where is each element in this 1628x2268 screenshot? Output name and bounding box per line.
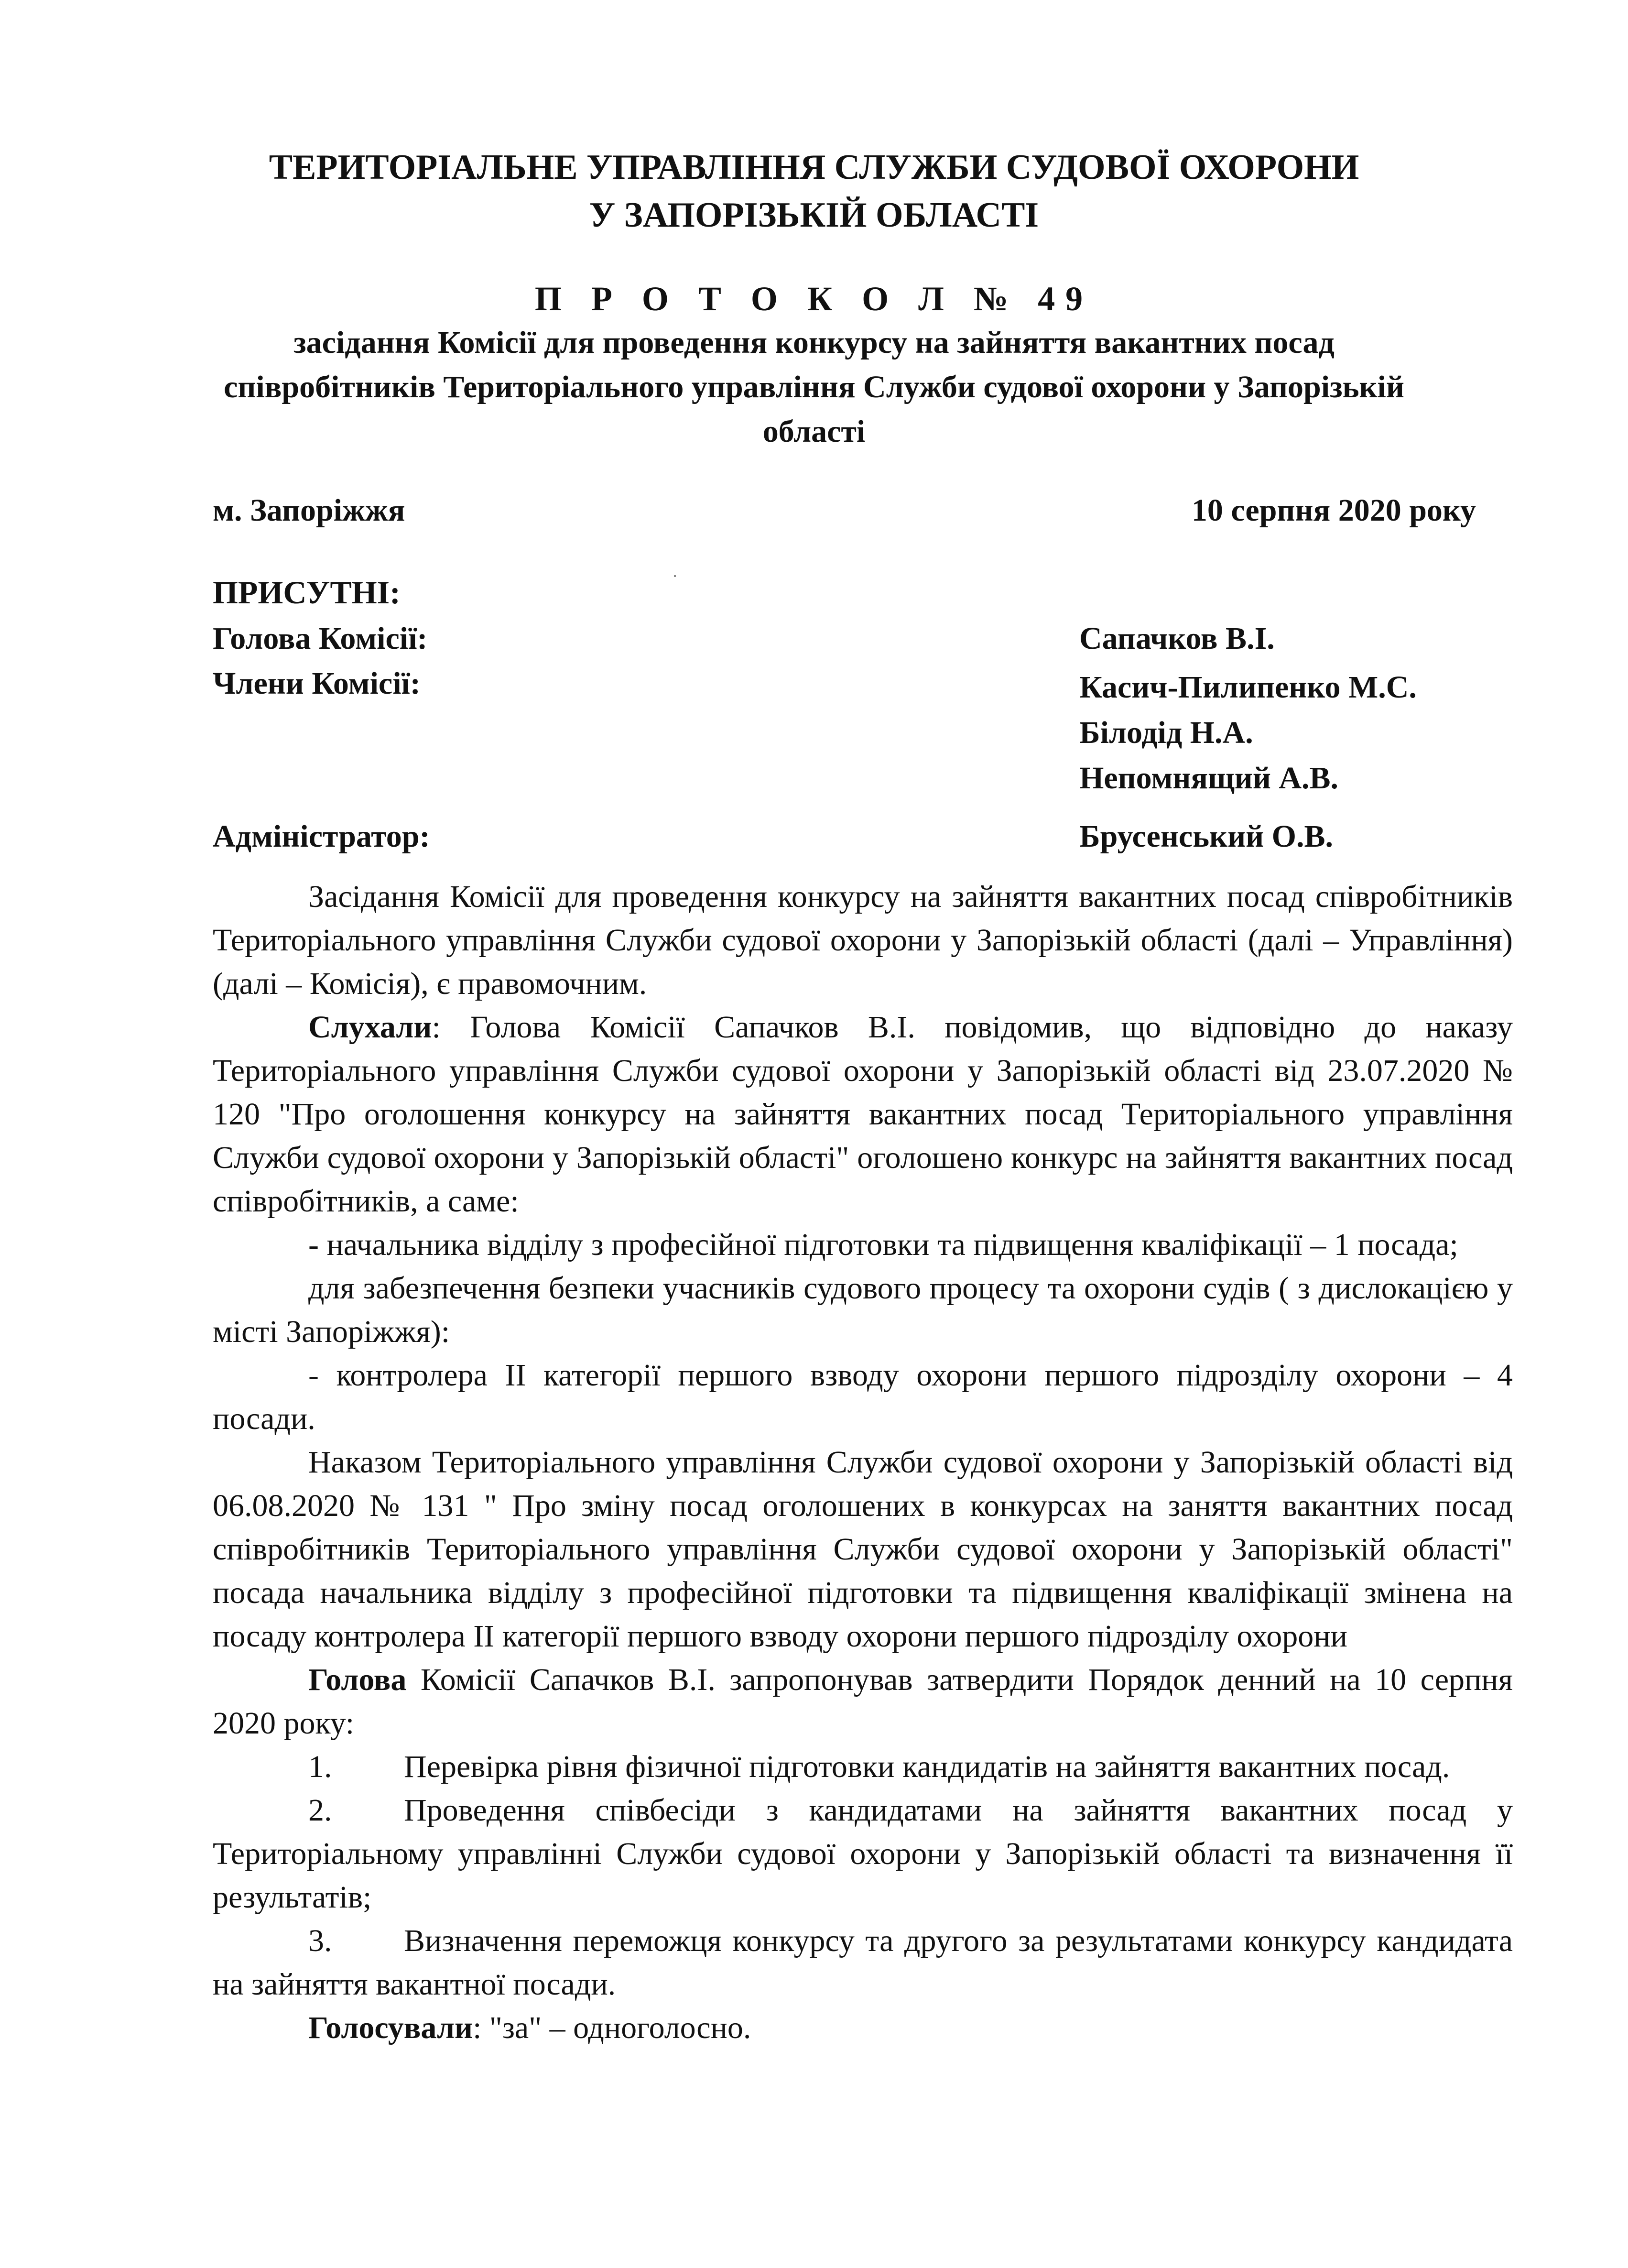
paragraph-vote xyxy=(213,2006,1513,2050)
present-heading: ПРИСУТНІ: xyxy=(213,574,401,611)
paragraph-quorum: Засідання Комісії для проведення конкурсу на зайняття вакантних посад співробітників Територіального управління Служби судової охорони у Запорізькій області (далі – Управління) (далі – Комісія), є правомочним. xyxy=(213,879,1513,1001)
agenda-item xyxy=(213,1788,1513,1919)
agenda-item-text: Перевірка рівня фізичної підготовки кандидатів на зайняття вакантних посад. xyxy=(404,1749,1450,1784)
organization-title-line-2: У ЗАПОРІЗЬКІЙ ОБЛАСТІ xyxy=(589,196,1039,235)
protocol-body xyxy=(213,875,1513,2050)
agenda-item-text: Проведення співбесіди з кандидатами на зайняття вакантних посад у Територіальному управлінні Служби судової охорони у Запорізькій області та визначення її результатів; xyxy=(213,1793,1513,1915)
admin-name: Брусенський О.В. xyxy=(1079,819,1333,854)
agenda-item-text: Визначення переможця конкурсу та другого за результатами конкурсу кандидата на зайняття вакантної посади. xyxy=(213,1923,1513,2002)
heard-text: : Голова Комісії Сапачков В.І. повідомив, що відповідно до наказу Територіального управління Служби судової охорони у Запорізькій області від 23.07.2020 № 120 "Про оголошення конкурсу на зайняття вакантних посад Територіального управління Служби судової охорони у Запорізькій області" оголошено конкурс на зайняття вакантних посад співробітників, а саме: xyxy=(213,1010,1513,1219)
paragraph-agenda-intro xyxy=(213,1658,1513,1745)
paragraph-order-change: Наказом Територіального управління Служби судової охорони у Запорізькій області від 06.08.2020 № 131 " Про зміну посад оголошених в конкурсах на заняття вакантних посад співробітників Територіального управління Служби судової охорони у Запорізькій області" посада начальника відділу з професійної підготовки та підвищення кваліфікації змінена на посаду контролера ІІ категорії першого взводу охорони першого підрозділу охорони xyxy=(213,1445,1513,1654)
scan-speck xyxy=(674,575,676,577)
protocol-subtitle: засідання Комісії для проведення конкурсу на зайняття вакантних посад співробітників Територіального управління Служби судової охорони у Запорізькій області xyxy=(224,325,1404,449)
paragraph-position-controller: - контролера ІІ категорії першого взводу охорони першого підрозділу охорони – 4 посади. xyxy=(213,1358,1513,1436)
agenda-item xyxy=(213,1919,1513,2006)
agenda-item-number: 3. xyxy=(308,1923,332,1958)
agenda-intro-text: Комісії Сапачков В.І. запропонував затвердити Порядок денний на 10 серпня 2020 року: xyxy=(213,1662,1513,1741)
member-name: Білодід Н.А. xyxy=(1079,715,1253,750)
organization-title xyxy=(0,143,1628,239)
paragraph-position-head: - начальника відділу з професійної підготовки та підвищення кваліфікації – 1 посада; xyxy=(308,1227,1458,1262)
meeting-date: 10 серпня 2020 року xyxy=(1191,493,1476,528)
agenda-item xyxy=(213,1745,1513,1788)
agenda-item-number: 1. xyxy=(308,1749,332,1784)
members-label: Члени Комісії: xyxy=(213,666,421,701)
heard-lead: Слухали xyxy=(308,1010,432,1045)
agenda-item-number: 2. xyxy=(308,1793,332,1828)
vote-lead: Голосували xyxy=(308,2010,473,2045)
city: м. Запоріжжя xyxy=(213,493,405,528)
paragraph-security-unit: для забезпечення безпеки учасників судового процесу та охорони судів ( з дислокацією у місті Запоріжжя): xyxy=(213,1271,1513,1349)
paragraph-heard xyxy=(213,1005,1513,1223)
admin-label: Адміністратор: xyxy=(213,819,430,854)
chair-label: Голова Комісії: xyxy=(213,621,428,656)
protocol-number: П Р О Т О К О Л № 49 xyxy=(534,280,1094,318)
member-name: Касич-Пилипенко М.С. xyxy=(1079,670,1417,705)
chair-lead: Голова xyxy=(308,1662,407,1697)
vote-text: : "за" – одноголосно. xyxy=(473,2010,751,2045)
organization-title-line-1: ТЕРИТОРІАЛЬНЕ УПРАВЛІННЯ СЛУЖБИ СУДОВОЇ ОХОРОНИ xyxy=(269,148,1359,187)
member-name: Непомнящий А.В. xyxy=(1079,761,1339,796)
chair-name: Сапачков В.І. xyxy=(1079,621,1275,656)
